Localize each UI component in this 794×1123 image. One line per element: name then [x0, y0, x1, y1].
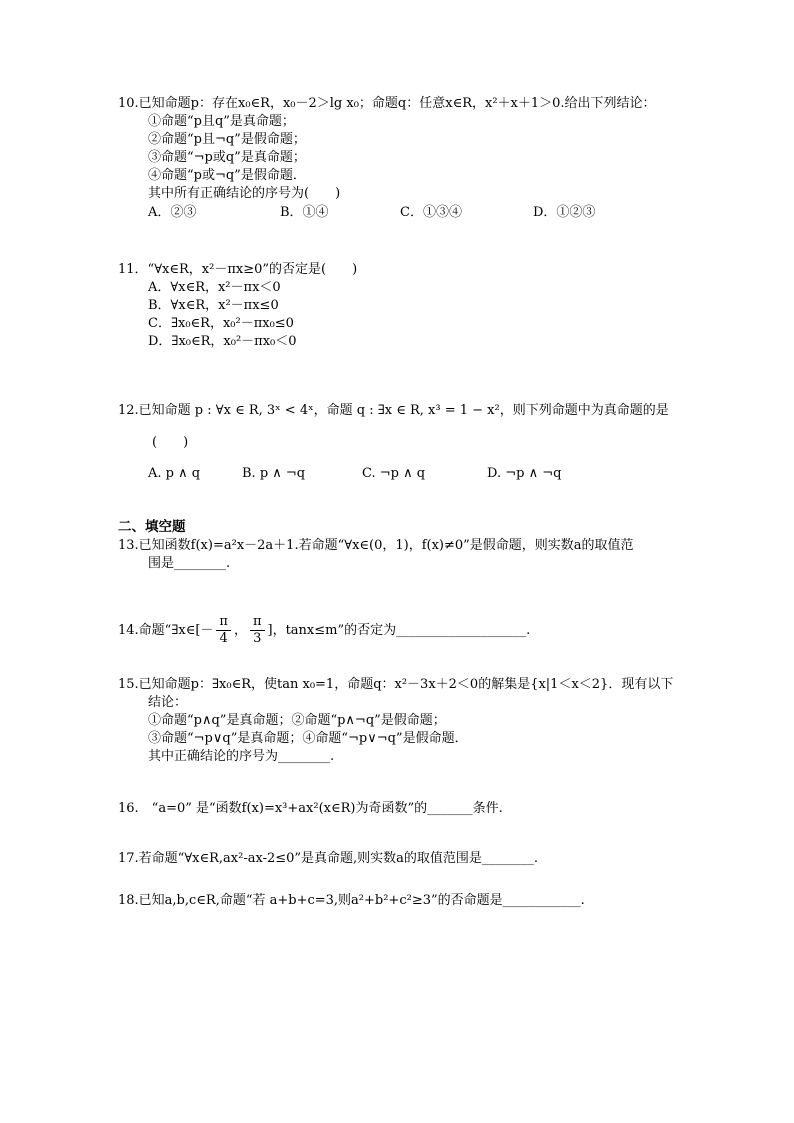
q10-item-1: ①命题“p且q”是真命题；	[148, 114, 295, 129]
q10-item-2: ②命题“p且¬q”是假命题；	[148, 132, 306, 147]
q12-option-b: B. p ∧ ¬q	[242, 466, 306, 481]
q11-option-d: D．∃x₀∈R，x₀²－πx₀＜0	[148, 334, 297, 349]
q12-stem: 12.已知命题 p : ∀x ∈ R, 3ˣ < 4ˣ，命题 q : ∃x ∈ R, x³ = 1 − x²，则下列命题中为真命题的是	[118, 403, 669, 418]
q12-paren: ( )	[152, 435, 189, 450]
q12-option-d: D. ¬p ∧ ¬q	[487, 466, 562, 481]
q15-line-5: 其中正确结论的序号为________.	[148, 749, 335, 764]
q10-ask: 其中所有正确结论的序号为( )	[148, 186, 341, 201]
q10-option-b: B．①④	[280, 205, 329, 220]
q10-option-d: D．①②③	[533, 205, 596, 220]
q15-line-3: ①命题“p∧q”是真命题；②命题“p∧¬q”是假命题；	[148, 713, 446, 728]
q11-option-a: A．∀x∈R，x²－πx＜0	[148, 280, 281, 295]
q14-fraction-pi-over-4	[216, 614, 231, 647]
q14-frac2-denominator: 3	[253, 631, 262, 646]
q15-line-1: 15.已知命题p：∃x₀∈R，使tan x₀=1，命题q：x²－3x＋2＜0的解集是{x|1＜x＜2}．现有以下	[118, 677, 674, 692]
q11-stem: 11．“∀x∈R，x²－πx≥0”的否定是( )	[118, 262, 358, 277]
q15-line-4: ③命题“¬p∨q”是真命题；④命题“¬p∨¬q”是假命题．	[148, 731, 468, 746]
q13-line-1: 13.已知函数f(x)=a²x－2a＋1.若命题“∀x∈(0，1)，f(x)≠0”是假命题，则实数a的取值范	[118, 538, 634, 553]
q12-option-a: A. p ∧ q	[148, 466, 201, 481]
q15-line-2: 结论：	[148, 695, 188, 710]
q10-item-4: ④命题“p或¬q”是假命题．	[148, 168, 306, 183]
q14-line	[118, 614, 530, 647]
q16-text: 16. “a=0” 是“函数f(x)=x³+ax²(x∈R)为奇函数”的_______条件.	[118, 801, 503, 816]
q14-frac1-denominator: 4	[219, 631, 228, 646]
q14-fraction-pi-over-3	[250, 614, 265, 647]
q14-frac2-numerator: π	[250, 614, 265, 631]
q10-option-c: C．①③④	[400, 205, 462, 220]
section-heading: 二、填空题	[118, 519, 186, 535]
q12-option-c: C. ¬p ∧ q	[362, 466, 426, 481]
q13-line-2: 围是________.	[148, 556, 231, 571]
q18-text: 18.已知a,b,c∈R,命题“若 a+b+c=3,则a²+b²+c²≥3”的否命题是____________.	[118, 893, 585, 908]
q10-stem: 10.已知命题p：存在x₀∈R，x₀－2＞lg x₀；命题q：任意x∈R，x²＋x＋1＞0.给出下列结论：	[118, 96, 656, 111]
q11-option-c: C．∃x₀∈R，x₀²－πx₀≤0	[148, 316, 294, 331]
q14-frac1-numerator: π	[216, 614, 231, 631]
q11-option-b: B．∀x∈R，x²－πx≤0	[148, 298, 279, 313]
q14-suffix: ]，tanx≤m”的否定为____________________.	[267, 623, 531, 638]
q17-text: 17.若命题“∀x∈R,ax²-ax-2≤0”是真命题,则实数a的取值范围是________.	[118, 851, 539, 866]
q14-separator: ，	[233, 623, 247, 638]
q10-item-3: ③命题“¬p或q”是真命题；	[148, 150, 306, 165]
q10-option-a: A．②③	[148, 205, 197, 220]
q14-prefix: 14.命题“∃x∈[－	[118, 623, 214, 638]
